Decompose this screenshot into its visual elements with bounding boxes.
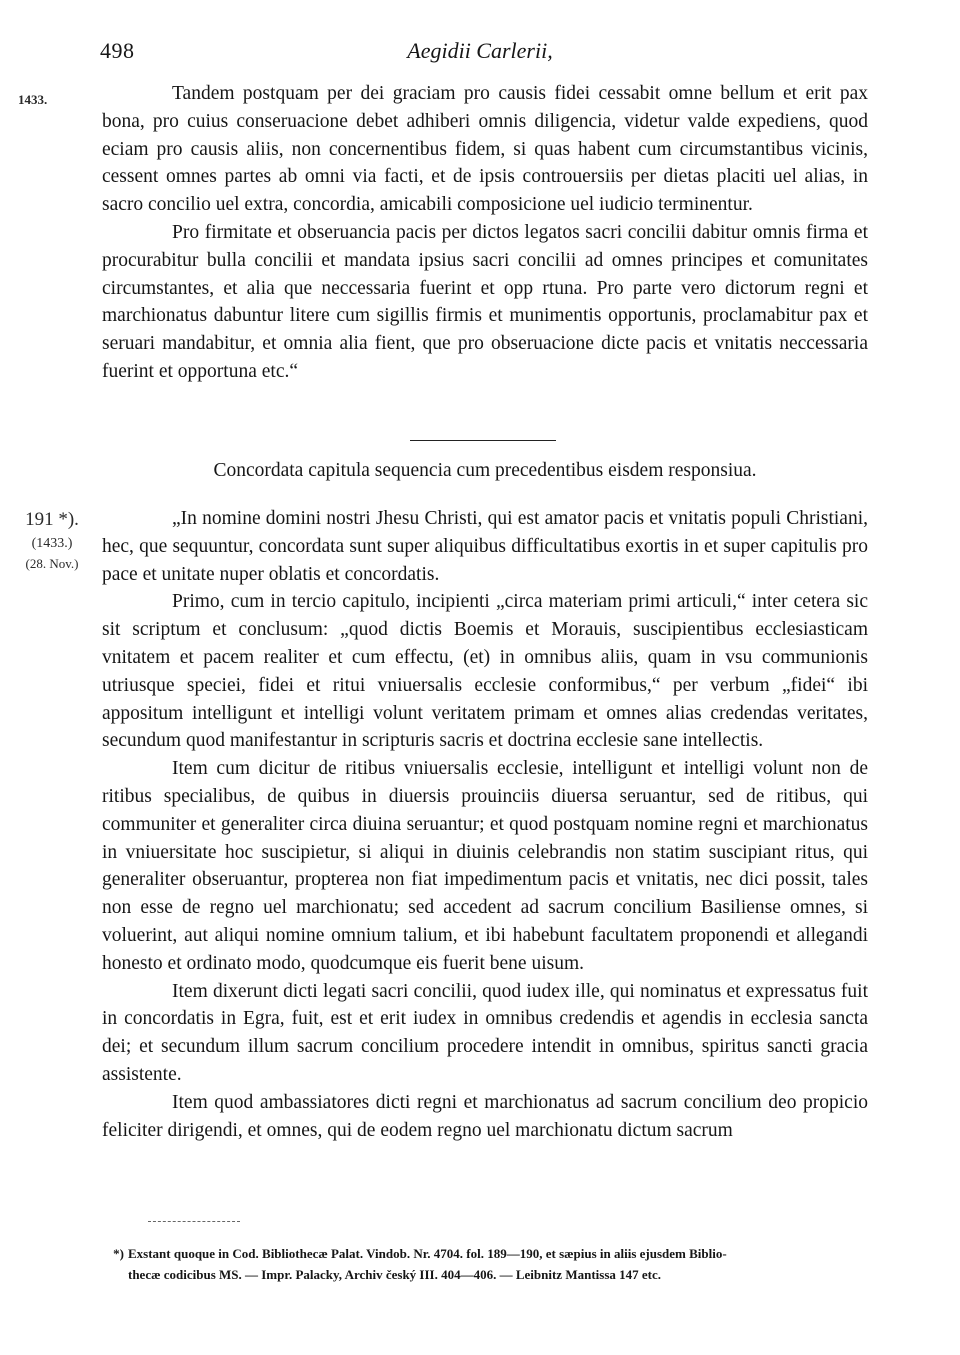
footnote-mark: *) [113,1246,124,1261]
margin-document-number: 191 *). [25,509,79,530]
page-number: 498 [100,38,135,63]
paragraph: Item quod ambassiatores dicti regni et marchionatus ad sacrum concilium deo propicio feliciter dirigendi, et omnes, qui de eodem regno uel marchionatu dictum sacrum [102,1091,868,1141]
paragraph: Primo, cum in tercio capitulo, incipienti „circa materiam primi articuli,“ inter cetera sic sit scriptum et conclusum: „quod dictis Boemis et Morauis, suscipientibus ecclesiasticam vnitatem et pacem realiter et cum effectu, (et) in omnibus aliis, quam in vsu communionis utriusque speciei, fidei et ritui vniuersalis ecclesie conformibus,“ per verbum „fidei“ ibi appositum intelligunt et intelligi volunt veritatem primam et omnes alias credendas veritates, secundum quod manifestantur in scripturis sacris et doctrina ecclesie sane intellectis. [102,591,868,752]
paragraph: „In nomine domini nostri Jhesu Christi, qui est amator pacis et vnitatis populi Christiani, hec, que sequuntur, concordata sunt super aliquibus difficultatibus exortis in et super capitulis pro pace et unitate nuper oblatis et concordatis. [102,508,868,585]
footnote-separator [148,1221,240,1222]
footnote-line: Exstant quoque in Cod. Bibliothecæ Palat. Vindob. Nr. 4704. fol. 189—190, et sæpius in aliis ejusdem Biblio- [128,1246,727,1261]
margin-document-year: (1433.) [31,536,73,551]
margin-document-date: (28. Nov.) [25,556,79,571]
text-block-upper [102,80,868,386]
paragraph: Tandem postquam per dei graciam pro causis fidei cessabit omne bellum et erit pax bona, pro cuius conseruacione debet adhiberi omnis diligencia, videtur valde expediens, quod eciam pro causis aliis, non concernentibus fidem, si quas habent cum circumstantibus vicinis, cessent omnes partes ab omni via facti, et de ipsis controuersiis per dietas placiti uel alias, in sacro concilio uel extra, concordia, amicabili composicione uel iudicio terminentur. [102,83,868,216]
footnote [102,1243,868,1285]
margin-year-note: 1433. [18,92,48,107]
text-block-lower [102,505,868,1144]
paragraph: Item dixerunt dicti legati sacri concilii, quod iudex ille, qui nominatus et expressatus fuit in concordatis in Egra, fuit, est et erit iudex in omnibus credendis et agendis in ecclesia sancta dei; et secundum illum sacrum concilium procedere intendit in omnibus, spiritus sancti gracia assistente. [102,980,868,1085]
paragraph: Item cum dicitur de ritibus vniuersalis ecclesie, intelligunt et intelligi volunt non de ritibus specialibus, de quibus in diuersis prouinciis diuersa seruantur, sed de ritibus, qui communiter et generaliter circa diuina seruantur; et quod postquam nomine regni et marchionatus in vniuersitate hoc suscipietur, si aliqui in diuinis celebrandis non statim suscipiant ritus, qui generaliter obseruantur, propterea non fiat impedimentum pacis et vnitatis, nec dici possit, tales non esse de regno uel marchionatu; sed accedent ad sacrum concilium Basiliense omnes, si voluerint, aut aliqui nomine omnium talium, et ibi habebunt facultatem proponendi et allegandi honesto et ordinato modo, quodcumque eis fuerit bene uisum. [102,758,868,974]
section-divider [410,440,556,441]
running-head-title: Aegidii Carlerii, [407,38,553,63]
footnote-line: thecæ codicibus MS. — Impr. Palacky, Archiv český III. 404—406. — Leibnitz Mantissa 147 etc. [128,1267,662,1282]
section-heading: Concordata capitula sequencia cum precedentibus eisdem responsiua. [213,460,757,481]
paragraph: Pro firmitate et obseruancia pacis per dictos legatos sacri concilii dabitur omnis firma et procurabitur bulla concilii et mandata ipsius sacri concilii ad omnes principes et comunitates circumstantes, et alia que neccessaria fuerint et opp rtuna. Pro parte vero dictorum regni et marchionatus dabuntur litere cum sigillis firmis et munimentis opportunis, proclamabitur pax et seruari mandabitur, et omnia alia fient, que pro obseruacione dicte pacis et vnitatis neccessaria fuerint et opportuna etc.“ [102,221,868,382]
